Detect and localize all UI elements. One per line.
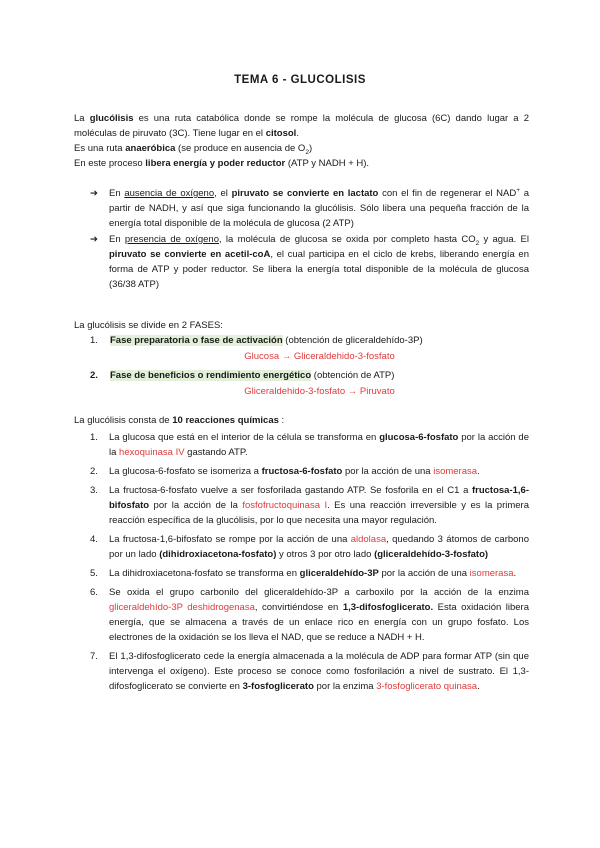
intro-paragraph-3: En este proceso libera energía y poder reductor (ATP y NADH + H). <box>74 158 370 169</box>
list-item: ➔ En presencia de oxígeno, la molécula de glucosa se oxida por completo hasta $CO_2$ y agua. El piruvato se convierte en acetil-coA, el cual participa en el ciclo de krebs, liberando energía en forma de ATP y poder reductor. Se libera la energía total disponible de la molécula de glucosa (36/38 ATP) <box>90 234 529 290</box>
arrow-bullet-icon: ➔ <box>90 234 98 245</box>
phases-intro: La glucólisis se divide en 2 FASES: <box>74 320 223 331</box>
oxygen-conditions-list <box>90 186 529 292</box>
phase-name: Fase preparatoria o fase de activación <box>110 335 283 346</box>
list-item: 4. La fructosa-1,6-bifosfato se rompe por la acción de una aldolasa, quedando 3 átomos de carbono por un lado (dihidroxiacetona-fosfato) y otros 3 por otro lado (gliceraldehído-3-fosfato) <box>90 534 529 560</box>
phase-flow: Glucosa → Gliceraldehido-3-fosfato <box>244 351 395 362</box>
list-item: ➔ En ausencia de oxígeno, el piruvato se convierte en lactato con el fin de regenerar el NAD+ a partir de NADH, y así que siga funcionando la glucólisis. Sólo libera una pequeña fracción de la energía total disponible de la molécula de glucosa (2 ATP) <box>90 186 530 229</box>
list-item: 5. La dihidroxiacetona-fosfato se transforma en gliceraldehído-3P por la acción de una isomerasa. <box>90 568 517 579</box>
enzyme-name: fosfofructoquinasa I <box>242 500 328 511</box>
reactions-list <box>90 430 529 698</box>
list-item: 7. El 1,3-difosfoglicerato cede la energía almacenada a la molécula de ADP para formar ATP (sin que intervenga el oxígeno). Este proceso se conoce como fosforilación a nivel de sustrato. El 1,3-difosfoglicerato se convierte en 3-fosfoglicerato por la enzima 3-fosfoglicerato quinasa. <box>90 651 529 692</box>
document-title: TEMA 6 - GLUCOLISIS <box>234 74 366 86</box>
phases-list <box>90 333 529 403</box>
intro-section <box>74 111 529 171</box>
list-item: 2. La glucosa-6-fosfato se isomeriza a fructosa-6-fosfato por la acción de una isomerasa. <box>90 466 480 477</box>
reactions-intro: La glucólisis consta de 10 reacciones químicas : <box>74 415 285 426</box>
list-item: 6. Se oxida el grupo carbonilo del gliceraldehído-3P a carboxilo por la acción de la enzima gliceraldehído-3P deshidrogenasa, convirtiéndose en 1,3-difosfoglicerato. Esta oxidación libera energía, que se almacena a través de un enlace rico en energía con un grupo fosfato. Los electrones de la oxidación se los lleva el NAD, que se reduce a NADH + H. <box>90 587 529 643</box>
list-item: 2. Fase de beneficios o rendimiento energético (obtención de ATP) <box>90 370 395 381</box>
arrow-bullet-icon: ➔ <box>90 188 98 199</box>
enzyme-name: gliceraldehído-3P deshidrogenasa <box>109 602 255 613</box>
list-item: 1. Fase preparatoria o fase de activación (obtención de gliceraldehído-3P) <box>90 335 423 346</box>
phase-name: Fase de beneficios o rendimiento energético <box>110 370 312 381</box>
enzyme-name: isomerasa <box>433 466 478 477</box>
intro-paragraph-2: Es una ruta anaeróbica (se produce en ausencia de $O_2$) <box>74 143 313 156</box>
intro-paragraph-1: La glucólisis es una ruta catabólica donde se rompe la molécula de glucosa (6C) dando lugar a 2 moléculas de piruvato (3C). Tiene lugar en el citosol. <box>74 113 529 139</box>
enzyme-name: aldolasa <box>350 534 387 545</box>
enzyme-name: isomerasa <box>469 568 514 579</box>
list-item: 1. La glucosa que está en el interior de la célula se transforma en glucosa-6-fosfato por la acción de la hexoquinasa IV gastando ATP. <box>90 432 529 458</box>
enzyme-name: hexoquinasa IV <box>119 447 185 458</box>
enzyme-name: 3-fosfoglicerato quinasa <box>376 681 478 692</box>
phase-flow: Gliceraldehido-3-fosfato → Piruvato <box>244 386 395 397</box>
list-item: 3. La fructosa-6-fosfato vuelve a ser fosforilada gastando ATP. Se fosforila en el C1 a fructosa-1,6-bifosfato por la acción de la fosfofructoquinasa I. Es una reacción irreversible y es la primera reacción específica de la glucólisis, por lo que necesita una mayor regulación. <box>90 485 530 526</box>
